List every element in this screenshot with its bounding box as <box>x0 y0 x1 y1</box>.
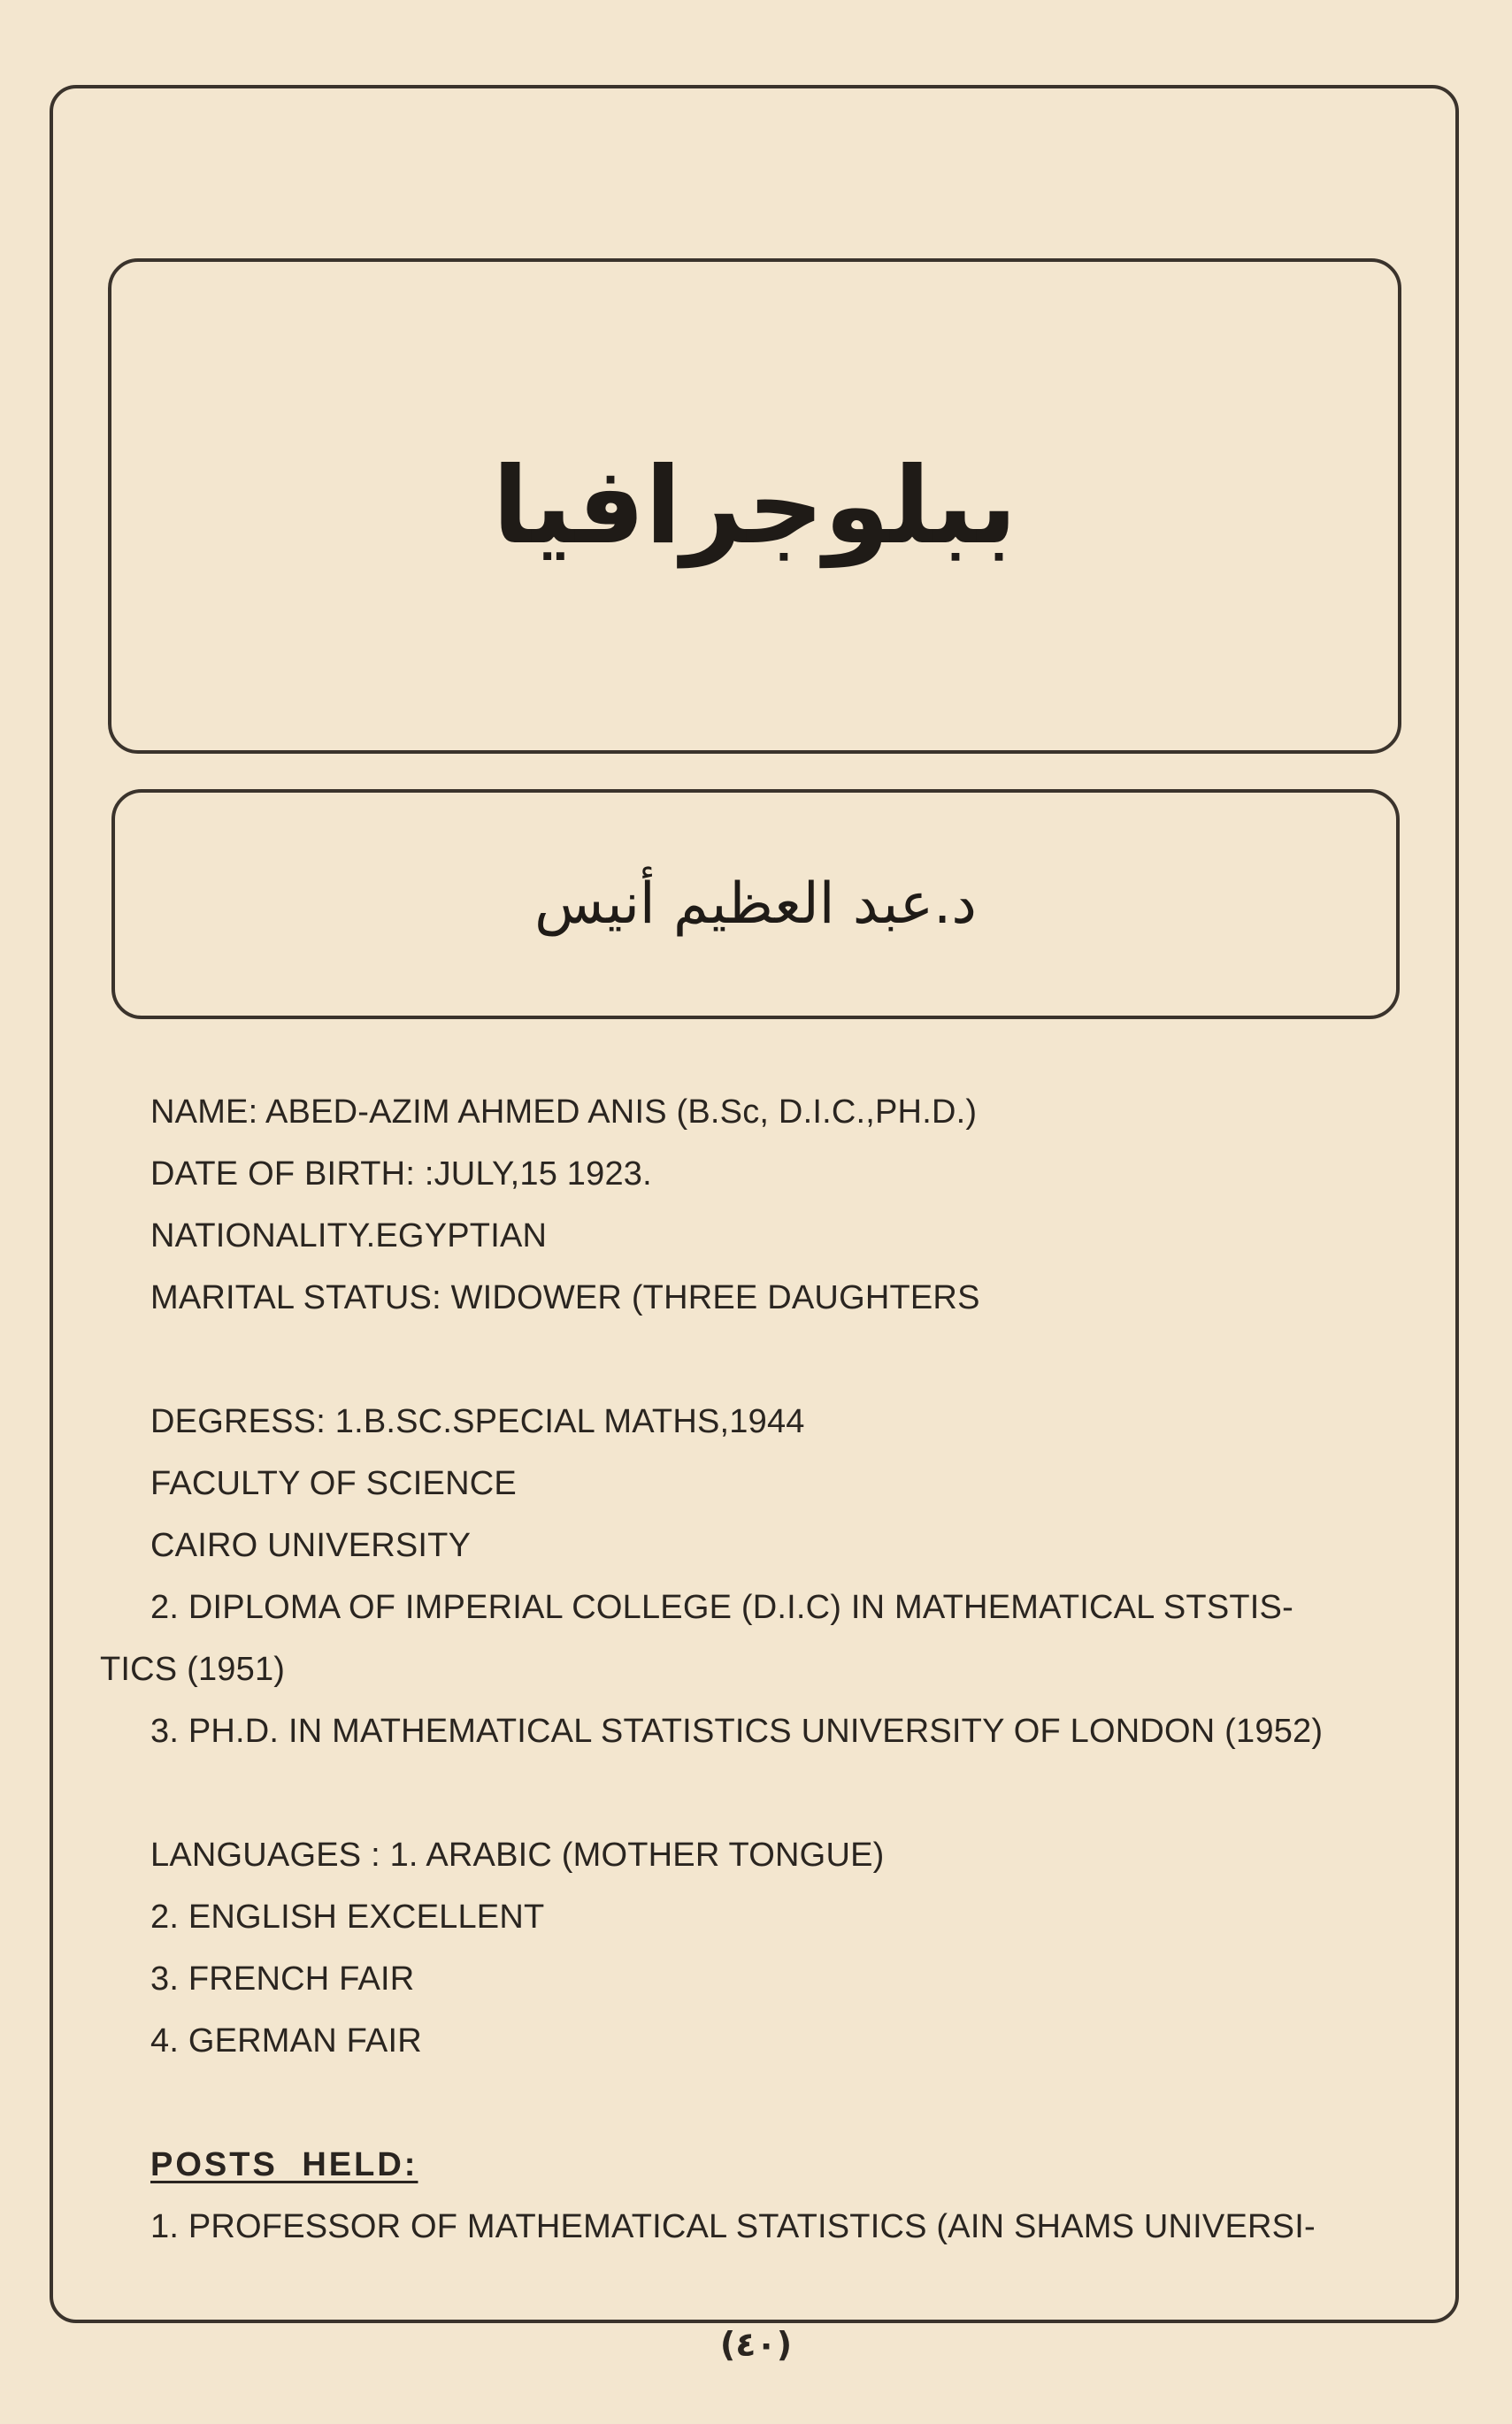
language-line: LANGUAGES : 1. ARABIC (MOTHER TONGUE) <box>150 1837 885 1874</box>
bio-section <box>100 1081 1424 2258</box>
spacer <box>150 1762 1424 1824</box>
degree-line: 2. DIPLOMA OF IMPERIAL COLLEGE (D.I.C) IN MATHEMATICAL STSTIS- <box>150 1589 1293 1626</box>
degree-line: CAIRO UNIVERSITY <box>150 1527 472 1564</box>
page-title: ببلوجرافيا <box>492 444 1017 568</box>
degree-line: TICS (1951) <box>100 1651 286 1688</box>
language-line: 4. GERMAN FAIR <box>150 2022 422 2060</box>
spacer <box>150 2072 1424 2134</box>
bio-date-of-birth: DATE OF BIRTH: :JULY,15 1923. <box>150 1155 652 1193</box>
author-name: د.عبد العظيم أنيس <box>534 871 977 937</box>
degree-line: DEGRESS: 1.B.SC.SPECIAL MATHS,1944 <box>150 1403 805 1440</box>
degree-line: 3. PH.D. IN MATHEMATICAL STATISTICS UNIVERSITY OF LONDON (1952) <box>150 1713 1324 1750</box>
author-box <box>111 789 1400 1019</box>
page-number: (٤٠) <box>719 2325 793 2364</box>
post-line: 1. PROFESSOR OF MATHEMATICAL STATISTICS (AIN SHAMS UNIVERSI- <box>150 2208 1316 2245</box>
posts-heading: POSTS HELD: <box>150 2146 418 2183</box>
title-box <box>108 258 1401 754</box>
spacer <box>150 1329 1424 1391</box>
language-line: 3. FRENCH FAIR <box>150 1960 415 1998</box>
language-line: 2. ENGLISH EXCELLENT <box>150 1899 545 1936</box>
degree-line: FACULTY OF SCIENCE <box>150 1465 517 1502</box>
bio-nationality: NATIONALITY.EGYPTIAN <box>150 1217 548 1254</box>
bio-name: NAME: ABED-AZIM AHMED ANIS (B.Sc, D.I.C.,PH.D.) <box>150 1093 978 1131</box>
bio-marital-status: MARITAL STATUS: WIDOWER (THREE DAUGHTERS <box>150 1279 980 1316</box>
